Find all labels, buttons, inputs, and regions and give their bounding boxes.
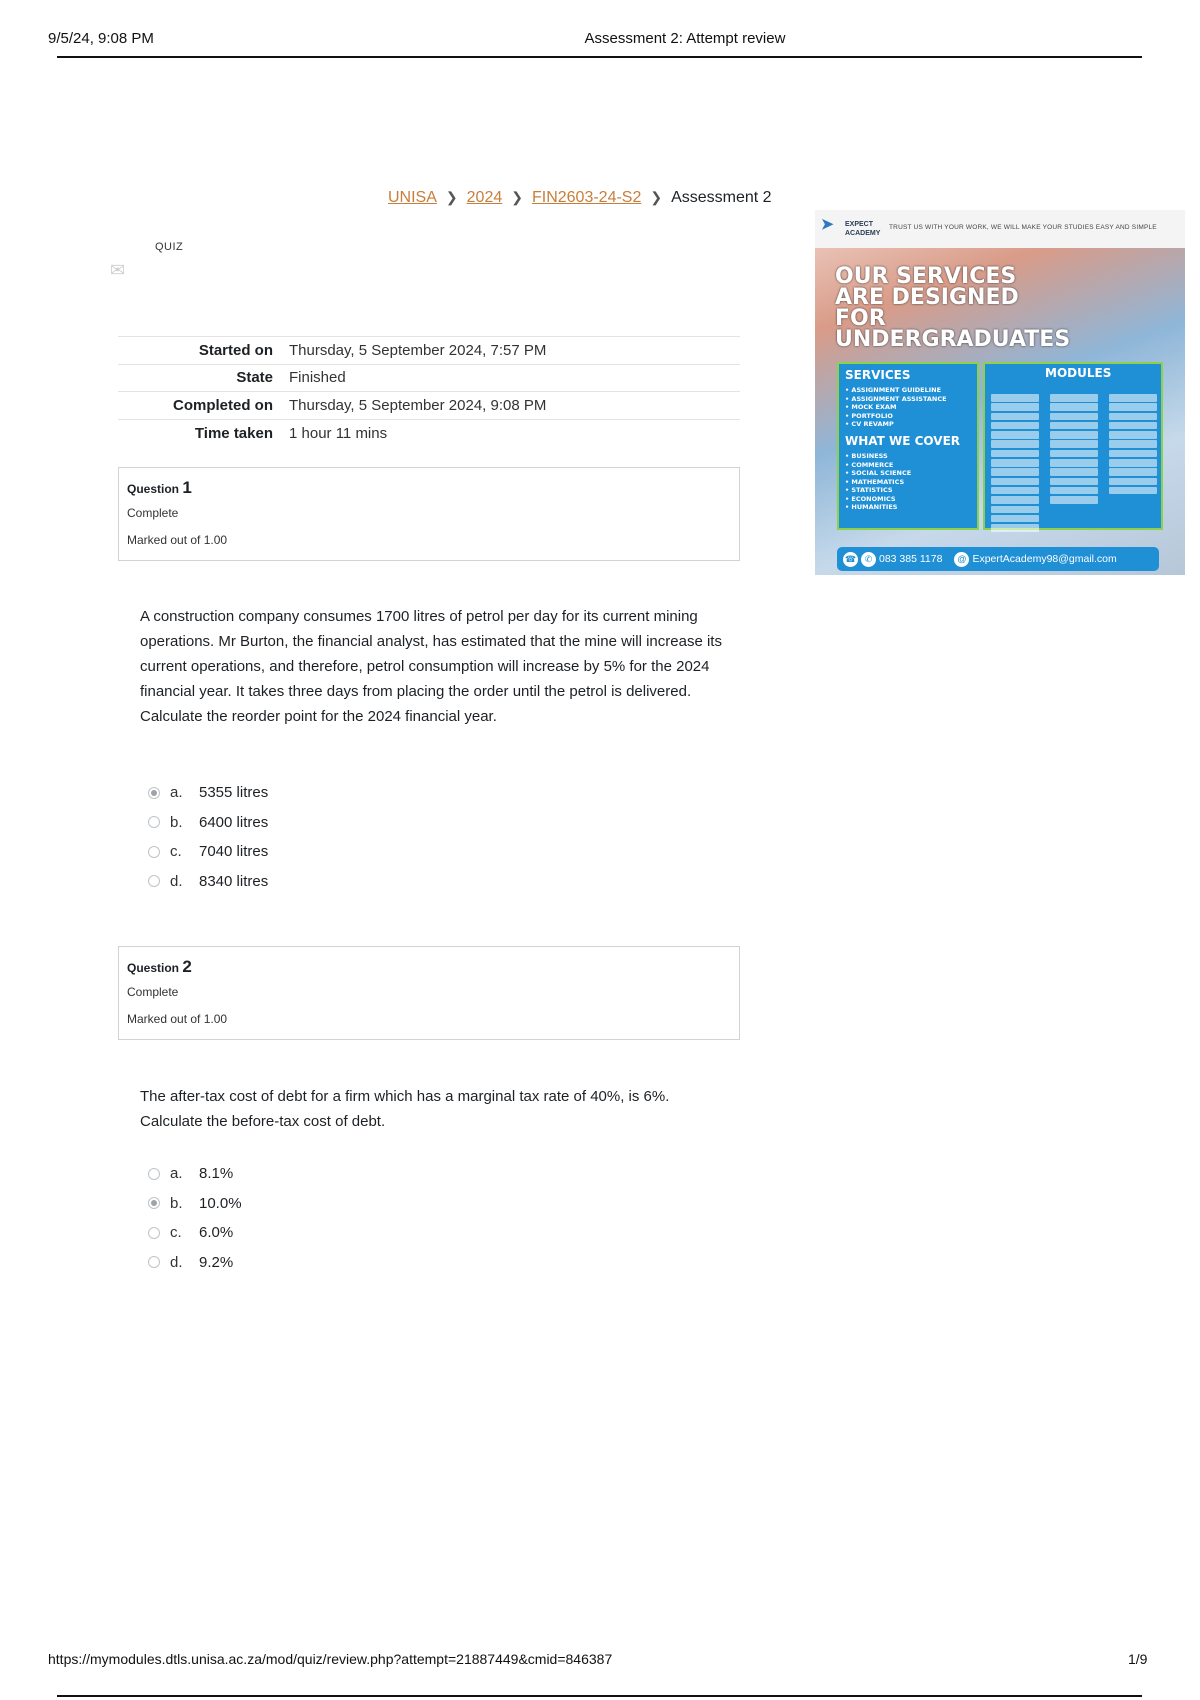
question-number — [127, 478, 192, 498]
ad-cover-item: • HUMANITIES — [845, 503, 898, 511]
print-date: 9/5/24, 9:08 PM — [48, 30, 154, 47]
option-text: 8.1% — [199, 1165, 234, 1183]
summary-row-started — [118, 337, 740, 365]
radio[interactable] — [148, 816, 160, 828]
quiz-icon: ✉ — [110, 260, 126, 280]
question-info-box — [118, 467, 740, 561]
breadcrumb-current: Assessment 2 — [671, 189, 772, 206]
ad-services-heading: SERVICES — [845, 368, 911, 382]
print-url: https://mymodules.dtls.unisa.ac.za/mod/quiz/review.php?attempt=21887449&cmid=846387 — [48, 1651, 613, 1667]
radio[interactable] — [148, 1256, 160, 1268]
advertisement-banner[interactable] — [815, 210, 1185, 575]
answer-option[interactable] — [148, 1189, 548, 1219]
radio[interactable] — [148, 1168, 160, 1180]
option-letter: b. — [170, 813, 183, 831]
question-label: Question — [127, 961, 180, 975]
option-letter: a. — [170, 784, 183, 802]
ad-tagline: TRUST US WITH YOUR WORK, WE WILL MAKE YOUR STUDIES EASY AND SIMPLE — [889, 224, 1157, 231]
answer-option[interactable] — [148, 778, 548, 808]
ad-logo-text: EXPECT ACADEMY — [845, 221, 881, 237]
question-mark: Marked out of 1.00 — [127, 533, 228, 547]
ad-cover-item: • COMMERCE — [845, 460, 894, 469]
ad-cover-item: • BUSINESS — [845, 452, 888, 460]
question-text: The after-tax cost of debt for a firm which has a marginal tax rate of 40%, is 6%. Calculate the before-tax cost of debt. — [140, 1088, 670, 1130]
answer-option[interactable] — [148, 837, 548, 867]
whatsapp-icon: ✆ — [861, 552, 876, 567]
mail-icon: @ — [954, 552, 969, 567]
option-text: 10.0% — [199, 1194, 242, 1212]
option-text: 7040 litres — [199, 843, 269, 861]
ad-modules-column — [1050, 394, 1098, 533]
option-letter: a. — [170, 1165, 183, 1183]
ad-service-item: • MOCK EXAM — [845, 403, 897, 411]
question-label: Question — [127, 482, 180, 496]
ad-cover-item: • SOCIAL SCIENCE — [845, 469, 912, 477]
print-title: Assessment 2: Attempt review — [584, 30, 786, 47]
summary-label: Started on — [198, 341, 273, 359]
answer-options — [148, 1159, 548, 1277]
summary-row-time — [118, 419, 740, 447]
ad-service-item: • ASSIGNMENT ASSISTANCE — [845, 394, 947, 403]
summary-value: Finished — [289, 369, 346, 387]
ad-cover-item: • STATISTICS — [845, 486, 893, 494]
summary-value: Thursday, 5 September 2024, 7:57 PM — [289, 341, 547, 359]
summary-value: 1 hour 11 mins — [289, 424, 388, 442]
ad-modules-grid — [991, 394, 1157, 533]
breadcrumb-course[interactable]: FIN2603-24-S2 — [531, 189, 642, 206]
ad-logo — [821, 218, 883, 242]
answer-option[interactable] — [148, 1218, 548, 1248]
question-text: A construction company consumes 1700 litres of petrol per day for its current mining operations. Mr Burton, the financial analyst, has estimated that the mine will increase its current operations, and therefore, petrol consumption will increase by 5% for the 2024 financial year. It takes three days from placing the order until the petrol is delivered. Calculate the reorder point for the 2024 financial year. — [140, 608, 722, 725]
chevron-right-icon: ❯ — [650, 189, 663, 205]
print-page-number: 1/9 — [1128, 1651, 1148, 1667]
option-letter: d. — [170, 1253, 183, 1271]
option-text: 6400 litres — [199, 813, 269, 831]
ad-modules-heading: MODULES — [1045, 366, 1112, 380]
answer-option[interactable] — [148, 867, 548, 897]
ad-headline: OUR SERVICES ARE DESIGNED FOR UNDERGRADUATES — [835, 264, 1071, 352]
chevron-right-icon: ❯ — [511, 189, 523, 205]
question-number — [127, 957, 192, 977]
phone-icon: ☎ — [843, 552, 858, 567]
option-letter: c. — [170, 1224, 182, 1242]
option-letter: d. — [170, 872, 183, 890]
breadcrumb-2024[interactable]: 2024 — [466, 189, 503, 206]
ad-service-item: • PORTFOLIO — [845, 411, 893, 420]
ad-modules-panel — [983, 362, 1163, 530]
option-text: 9.2% — [199, 1253, 234, 1271]
ad-contact-bar — [837, 547, 1159, 571]
summary-row-state — [118, 364, 740, 392]
answer-option[interactable] — [148, 1248, 548, 1278]
breadcrumb — [388, 189, 772, 207]
chevron-right-icon: ❯ — [445, 189, 458, 205]
footer-divider — [57, 1695, 1142, 1697]
ad-cover-item: • ECONOMICS — [845, 494, 896, 503]
option-text: 5355 litres — [199, 784, 269, 802]
question-mark: Marked out of 1.00 — [127, 1012, 228, 1026]
summary-row-completed — [118, 392, 740, 420]
question-state: Complete — [127, 985, 179, 999]
answer-option[interactable] — [148, 1159, 548, 1189]
question-info-box — [118, 946, 740, 1040]
option-text: 6.0% — [199, 1224, 234, 1242]
ad-cover-heading: WHAT WE COVER — [845, 434, 961, 448]
ad-services-panel — [837, 362, 979, 530]
ad-modules-column — [1109, 394, 1157, 533]
activity-type-label: QUIZ — [155, 241, 184, 253]
ad-service-item: • CV REVAMP — [845, 420, 894, 428]
ad-modules-column — [991, 394, 1039, 533]
question-number-value: 1 — [182, 478, 192, 497]
ad-cover-item: • MATHEMATICS — [845, 477, 905, 486]
summary-label: State — [236, 369, 273, 387]
ad-email: ExpertAcademy98@gmail.com — [972, 553, 1117, 565]
question-number-value: 2 — [182, 957, 192, 976]
radio[interactable] — [148, 1227, 160, 1239]
answer-option[interactable] — [148, 808, 548, 838]
radio-selected[interactable] — [148, 1197, 160, 1209]
answer-options — [148, 778, 548, 896]
breadcrumb-unisa[interactable]: UNISA — [388, 189, 437, 206]
radio-selected[interactable] — [148, 787, 160, 799]
ad-cover-list — [845, 452, 911, 512]
paper-plane-icon: ➤ — [821, 216, 834, 233]
ad-top-bar — [815, 210, 1185, 249]
ad-phone: 083 385 1178 — [879, 553, 943, 565]
ad-services-list — [845, 386, 947, 429]
question-state: Complete — [127, 506, 179, 520]
header-divider — [57, 56, 1142, 58]
summary-label: Completed on — [173, 396, 273, 414]
attempt-summary-table — [118, 336, 740, 447]
ad-service-item: • ASSIGNMENT GUIDELINE — [845, 386, 942, 394]
radio[interactable] — [148, 875, 160, 887]
summary-label: Time taken — [194, 424, 273, 442]
option-text: 8340 litres — [199, 872, 269, 890]
radio[interactable] — [148, 846, 160, 858]
option-letter: b. — [170, 1194, 183, 1212]
option-letter: c. — [170, 843, 182, 861]
summary-value: Thursday, 5 September 2024, 9:08 PM — [289, 396, 547, 414]
